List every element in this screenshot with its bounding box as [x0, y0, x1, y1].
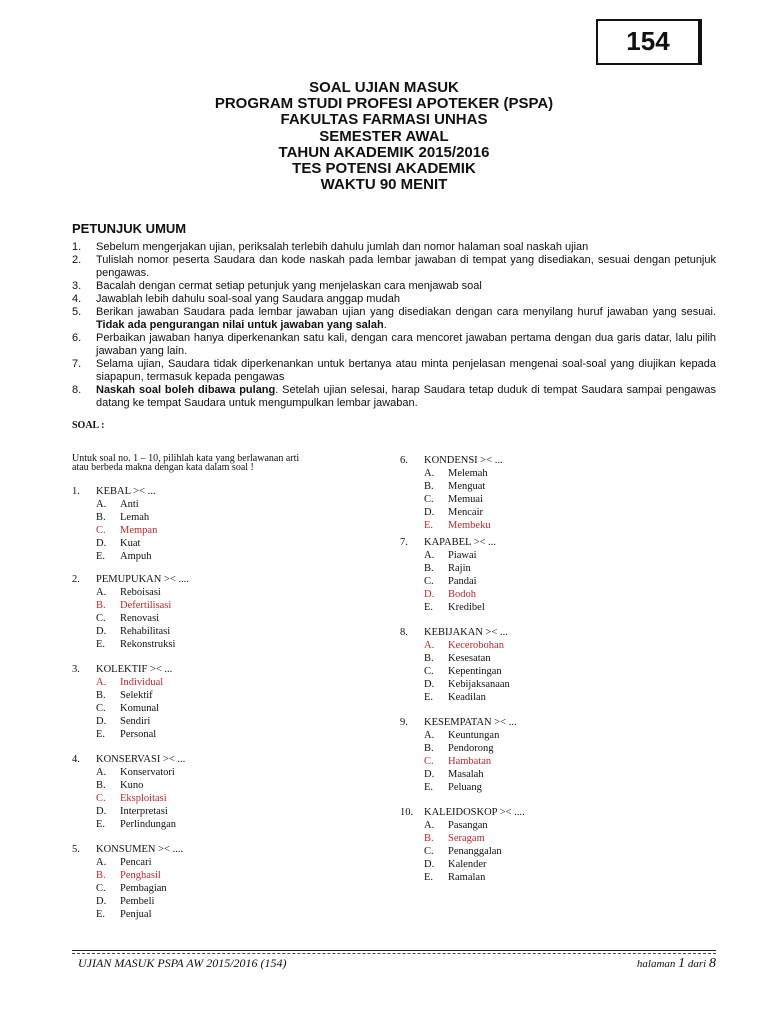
option-text: Kuat [120, 538, 141, 549]
instruction-number: 2. [72, 254, 82, 266]
header-line: PROGRAM STUDI PROFESI APOTEKER (PSPA) [214, 95, 554, 113]
option-text: Mencair [448, 507, 483, 518]
question-stem [72, 485, 157, 498]
intro-line: Untuk soal no. 1 – 10, pilihlah kata yang berlawanan arti [72, 453, 300, 464]
instruction-text: Sebelum mengerjakan ujian, periksalah terlebih dahulu jumlah dan nomor halaman soal naskah ujian [96, 241, 589, 253]
question-number: 7. [400, 537, 408, 548]
option-text: Rehabilitasi [120, 626, 171, 637]
questions-intro [72, 454, 390, 472]
option-text: Reboisasi [120, 587, 161, 598]
instruction-text: Jawablah lebih dahulu soal-soal yang Saudara anggap mudah [96, 293, 400, 305]
option-text: Rajin [448, 563, 471, 574]
option-text: Kepentingan [448, 666, 502, 677]
option-letter: C. [424, 576, 434, 587]
option [72, 511, 157, 524]
option-letter: A. [96, 677, 107, 688]
option-letter: E. [96, 639, 106, 650]
exam-code-box [596, 19, 702, 65]
option-answer [400, 639, 510, 652]
instruction-number: 6. [72, 332, 82, 344]
option-answer [400, 755, 517, 768]
question-number: 9. [400, 717, 408, 728]
header-line: FAKULTAS FARMASI UNHAS [280, 111, 488, 129]
option-text: Penghasil [120, 870, 161, 881]
option-text: Kalender [448, 859, 487, 870]
option [72, 638, 189, 651]
option-letter: B. [424, 481, 434, 492]
option-letter: A. [96, 857, 107, 868]
instruction-item [72, 332, 716, 358]
option-letter: D. [96, 716, 107, 727]
option-text: Pembagian [120, 883, 167, 894]
page-current: 1 [678, 956, 686, 971]
option-text: Selektif [120, 690, 153, 701]
option-letter: B. [424, 833, 434, 844]
question-2 [72, 573, 189, 651]
question-stem [400, 716, 517, 729]
option-letter: C. [424, 756, 434, 767]
option-text: Keadilan [448, 692, 486, 703]
option [72, 818, 185, 831]
option-letter: C. [96, 703, 106, 714]
instruction-number: 4. [72, 293, 82, 305]
footer-page-number [637, 956, 716, 972]
option [72, 702, 172, 715]
option-text: Eksploitasi [120, 793, 167, 804]
option-answer [400, 588, 496, 601]
question-stem [400, 454, 503, 467]
option-text: Seragam [448, 833, 485, 844]
option-letter: E. [424, 520, 434, 531]
option-letter: A. [424, 550, 435, 561]
option-letter: E. [96, 551, 106, 562]
option-answer [72, 676, 172, 689]
option [72, 856, 183, 869]
question-stem [72, 753, 185, 766]
instruction-item [72, 241, 716, 254]
option-letter: E. [424, 602, 434, 613]
option-letter: D. [424, 507, 435, 518]
option [400, 858, 525, 871]
option-text: Personal [120, 729, 157, 740]
instruction-text: Naskah soal boleh dibawa pulang. Setelah ujian selesai, harap Saudara tetap duduk di tempat Saudara sampai pengawas datang ke tempat Saudara untuk mengumpulkan lembar jawaban. [96, 384, 716, 409]
option-letter: A. [96, 499, 107, 510]
intro-line: atau berbeda makna dengan kata dalam soal ! [72, 462, 254, 473]
question-6 [400, 454, 503, 532]
question-number: 4. [72, 754, 80, 765]
option-letter: E. [96, 729, 106, 740]
option-text: Pasangan [448, 820, 488, 831]
option-text: Individual [120, 677, 164, 688]
option-text: Kebijaksanaan [448, 679, 510, 690]
option-text: Pencari [120, 857, 152, 868]
option [72, 689, 172, 702]
question-4 [72, 753, 185, 831]
option-letter: D. [424, 769, 435, 780]
option-text: Bodoh [448, 589, 477, 600]
instruction-number: 3. [72, 280, 82, 292]
option-text: Interpretasi [120, 806, 168, 817]
instruction-item [72, 384, 716, 410]
option [400, 506, 503, 519]
question-8 [400, 626, 510, 704]
option-letter: E. [96, 819, 106, 830]
option-letter: D. [96, 538, 107, 549]
option-answer [72, 599, 189, 612]
page-prefix: halaman [636, 958, 676, 970]
question-5 [72, 843, 183, 921]
option-letter: B. [96, 870, 106, 881]
question-number: 8. [400, 627, 408, 638]
instruction-item [72, 293, 716, 306]
option [72, 779, 185, 792]
option [72, 498, 157, 511]
option-text: Masalah [448, 769, 484, 780]
question-1 [72, 485, 157, 563]
option [400, 575, 496, 588]
instruction-text: Selama ujian, Saudara tidak diperkenankan untuk bertanya atau minta penjelasan mengenai soal-soal yang diujikan kepada siapapun, termasuk kepada pengawas [96, 358, 716, 383]
option [400, 691, 510, 704]
instruction-text: Tulislah nomor peserta Saudara dan kode naskah pada lembar jawaban di tempat yang disediakan, sesuai dengan petunjuk pengawas. [96, 254, 716, 279]
option-letter: C. [424, 846, 434, 857]
page-mid: dari [687, 958, 707, 970]
option-text: Melemah [448, 468, 488, 479]
question-word: KONSERVASI >< ... [96, 754, 186, 765]
option-text: Lemah [120, 512, 150, 523]
option-text: Kuno [120, 780, 144, 791]
header-line: WAKTU 90 MENIT [320, 176, 448, 194]
option-text: Anti [120, 499, 139, 510]
option [72, 882, 183, 895]
question-word: KALEIDOSKOP >< .... [424, 807, 525, 818]
option-text: Perlindungan [120, 819, 176, 830]
option-letter: C. [96, 883, 106, 894]
option [400, 781, 517, 794]
option-text: Rekonstruksi [120, 639, 176, 650]
instruction-emphasis: Tidak ada pengurangan nilai untuk jawaban yang salah [96, 319, 384, 331]
option-text: Kesesatan [448, 653, 491, 664]
question-word: KEBIJAKAN >< ... [424, 627, 508, 638]
question-word: KONDENSI >< ... [424, 455, 503, 466]
instruction-number: 8. [72, 384, 82, 396]
option-letter: A. [424, 468, 435, 479]
option-letter: A. [96, 587, 107, 598]
exam-code: 154 [626, 26, 670, 56]
option-answer [72, 524, 157, 537]
question-stem [72, 573, 189, 586]
option [400, 819, 525, 832]
option [400, 467, 503, 480]
option [72, 537, 157, 550]
question-word: KAPABEL >< ... [424, 537, 497, 548]
option [400, 678, 510, 691]
footer-rule [72, 950, 716, 951]
question-word: KONSUMEN >< .... [96, 844, 184, 855]
option-text: Pendorong [448, 743, 494, 754]
option-letter: B. [96, 690, 106, 701]
question-word: KESEMPATAN >< ... [424, 717, 517, 728]
instruction-text: Perbaikan jawaban hanya diperkenankan satu kali, dengan cara mencoret jawaban pertama dengan dua garis datar, lalu pilih jawaban yang lain. [96, 332, 716, 357]
option-text: Keuntungan [448, 730, 500, 741]
option [400, 562, 496, 575]
question-stem [400, 536, 496, 549]
question-number: 1. [72, 486, 80, 497]
option-text: Pembeli [120, 896, 155, 907]
option [72, 908, 183, 921]
option-letter: A. [424, 640, 435, 651]
question-7 [400, 536, 496, 614]
footer-exam-title: UJIAN MASUK PSPA AW 2015/2016 (154) [78, 956, 287, 970]
question-number: 3. [72, 664, 80, 675]
question-3 [72, 663, 172, 741]
option-letter: E. [424, 782, 434, 793]
instruction-item [72, 280, 716, 293]
option [72, 625, 189, 638]
option-letter: D. [424, 679, 435, 690]
option-letter: C. [96, 525, 106, 536]
option [400, 729, 517, 742]
page-total: 8 [709, 956, 716, 971]
option [400, 768, 517, 781]
question-10 [400, 806, 525, 884]
option-letter: B. [424, 563, 434, 574]
question-number: 2. [72, 574, 80, 585]
question-number: 10. [400, 807, 414, 818]
option-letter: B. [424, 743, 434, 754]
option-answer [400, 519, 503, 532]
option-letter: D. [424, 589, 435, 600]
instructions-list [72, 241, 716, 410]
instruction-text: Berikan jawaban Saudara pada lembar jawaban ujian yang disediakan dengan cara menyilang huruf jawaban yang sesuai. Tidak ada pengurangan nilai untuk jawaban yang salah. [96, 306, 716, 331]
option-text: Peluang [448, 782, 482, 793]
option [72, 728, 172, 741]
option [400, 871, 525, 884]
option-letter: D. [96, 896, 107, 907]
option-text: Membeku [448, 520, 491, 531]
option [400, 845, 525, 858]
option-letter: C. [424, 666, 434, 677]
option-letter: D. [424, 859, 435, 870]
option-letter: E. [424, 872, 434, 883]
option-letter: D. [96, 806, 107, 817]
footer-rule-dashed [72, 953, 716, 954]
option-letter: B. [96, 512, 106, 523]
question-word: KOLEKTIF >< ... [96, 664, 173, 675]
option-text: Penjual [120, 909, 152, 920]
option-letter: C. [96, 793, 106, 804]
question-number: 6. [400, 455, 408, 466]
instruction-item [72, 306, 716, 332]
header-line: TES POTENSI AKADEMIK [292, 160, 476, 178]
soal-label: SOAL : [72, 420, 105, 431]
option-letter: B. [96, 780, 106, 791]
question-stem [400, 806, 525, 819]
option-text: Piawai [448, 550, 477, 561]
option-text: Konservatori [120, 767, 175, 778]
option-answer [72, 869, 183, 882]
option-letter: B. [96, 600, 106, 611]
option [400, 493, 503, 506]
option [72, 612, 189, 625]
option [72, 766, 185, 779]
option [400, 665, 510, 678]
document-header [150, 80, 618, 193]
option-text: Hambatan [448, 756, 492, 767]
question-9 [400, 716, 517, 794]
question-stem [72, 663, 172, 676]
question-word: KEBAL >< ... [96, 486, 156, 497]
option-text: Defertilisasi [120, 600, 172, 611]
option [400, 601, 496, 614]
option-text: Renovasi [120, 613, 160, 624]
option-letter: A. [424, 820, 435, 831]
question-number: 5. [72, 844, 80, 855]
instruction-number: 1. [72, 241, 82, 253]
option-text: Ramalan [448, 872, 486, 883]
option-letter: C. [96, 613, 106, 624]
option [72, 550, 157, 563]
question-word: PEMUPUKAN >< .... [96, 574, 189, 585]
header-line: SOAL UJIAN MASUK [309, 79, 459, 96]
option-text: Kredibel [448, 602, 485, 613]
option [72, 715, 172, 728]
option-text: Kecerobohan [448, 640, 504, 651]
option-letter: A. [424, 730, 435, 741]
instruction-number: 7. [72, 358, 82, 370]
option [72, 895, 183, 908]
option-letter: E. [96, 909, 106, 920]
instruction-item [72, 358, 716, 384]
option-text: Komunal [120, 703, 160, 714]
option-letter: A. [96, 767, 107, 778]
option-text: Sendiri [120, 716, 151, 727]
option [400, 652, 510, 665]
instruction-item [72, 254, 716, 280]
option-letter: B. [424, 653, 434, 664]
option-text: Penanggalan [448, 846, 502, 857]
option [400, 480, 503, 493]
instruction-emphasis: Naskah soal boleh dibawa pulang [96, 384, 276, 396]
option [400, 549, 496, 562]
option-text: Mempan [120, 525, 158, 536]
instructions-title: PETUNJUK UMUM [72, 221, 187, 236]
question-stem [400, 626, 510, 639]
option [72, 586, 189, 599]
option [400, 742, 517, 755]
option-text: Pandai [448, 576, 477, 587]
option-text: Memuai [448, 494, 483, 505]
option-answer [72, 792, 185, 805]
header-line: SEMESTER AWAL [319, 127, 449, 145]
option-text: Ampuh [120, 551, 152, 562]
option-letter: C. [424, 494, 434, 505]
option [72, 805, 185, 818]
option-text: Menguat [448, 481, 486, 492]
option-letter: D. [96, 626, 107, 637]
instruction-text: Bacalah dengan cermat setiap petunjuk yang menjelaskan cara menjawab soal [96, 280, 482, 292]
question-stem [72, 843, 183, 856]
header-line: TAHUN AKADEMIK 2015/2016 [278, 143, 490, 161]
instruction-number: 5. [72, 306, 82, 318]
option-answer [400, 832, 525, 845]
option-letter: E. [424, 692, 434, 703]
